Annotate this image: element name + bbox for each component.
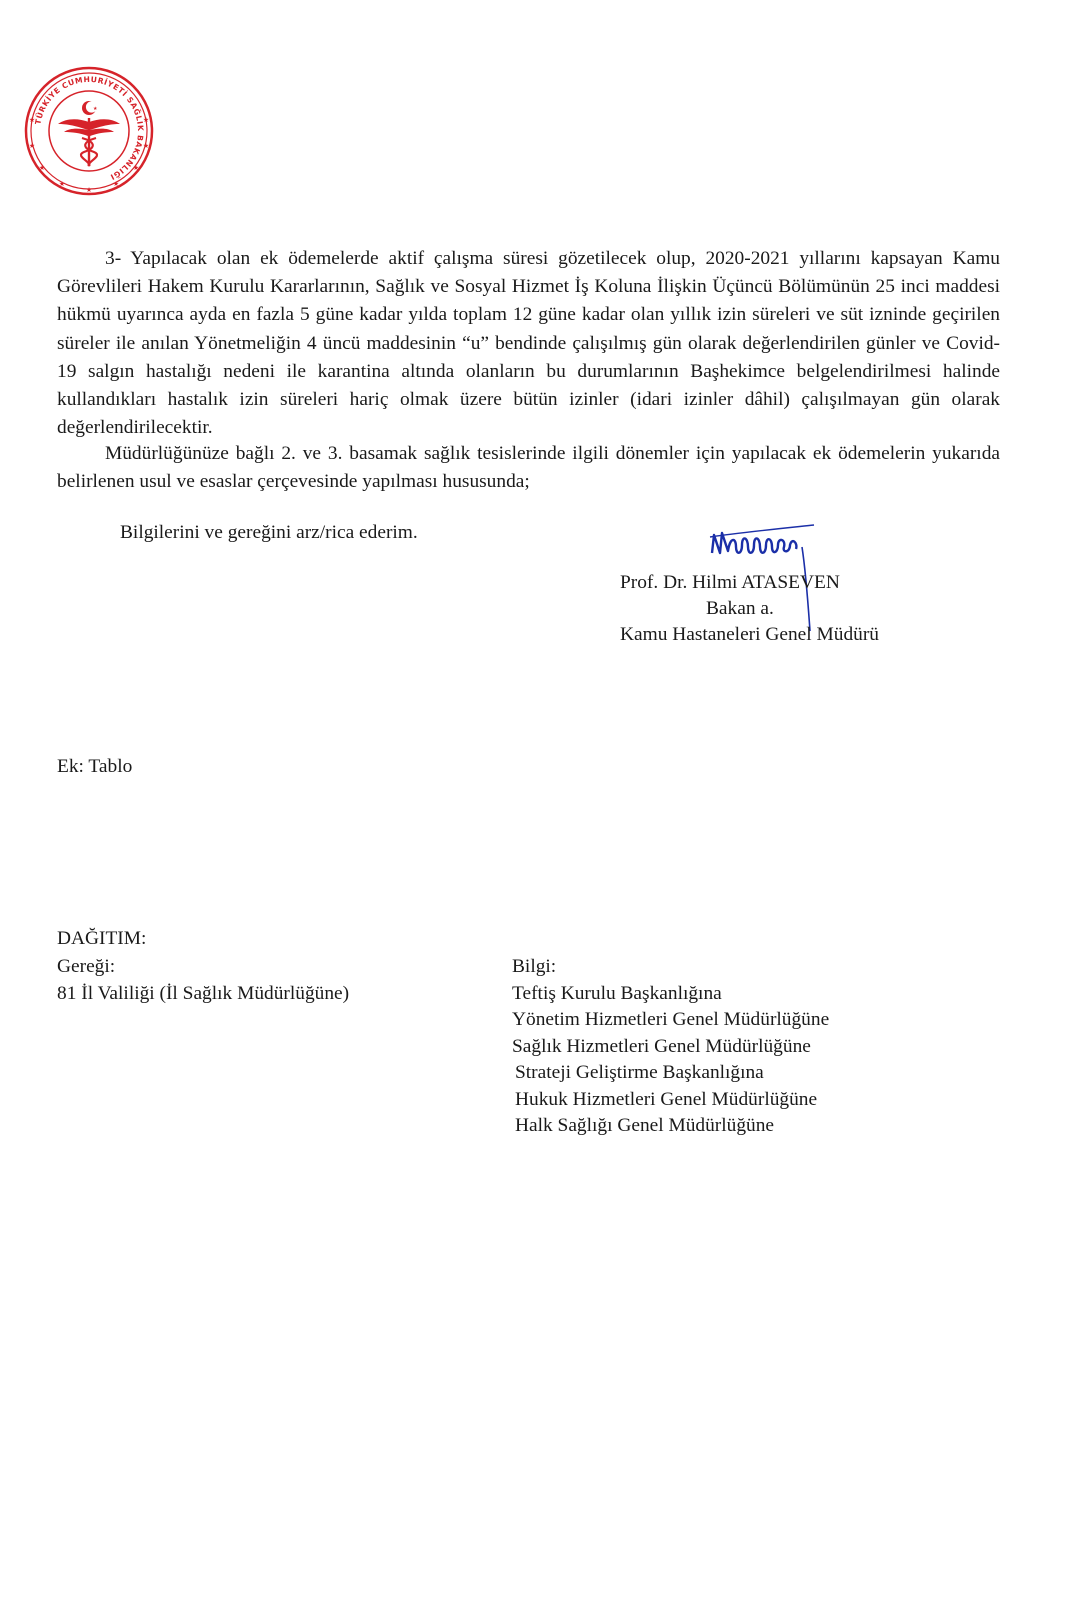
paragraph-request: Müdürlüğünüze bağlı 2. ve 3. basamak sağlık tesislerinde ilgili dönemler için yapılacak ek ödemelerin yukarıda belirlenen usul ve esaslar çerçevesinde yapılması hususunda; (57, 443, 1000, 493)
info-heading: Bilgi: (512, 956, 557, 977)
ministry-logo-icon (22, 66, 156, 196)
svg-text:★: ★ (112, 180, 120, 188)
svg-text:★: ★ (38, 164, 46, 172)
svg-text:★: ★ (85, 186, 93, 194)
distribution-heading: DAĞITIM: (57, 928, 147, 949)
list-item: Teftiş Kurulu Başkanlığına (512, 982, 722, 1004)
logo-ring-text: TÜRKİYE CUMHURİYETİ SAĞLIK BAKANLIĞI (33, 74, 146, 182)
signatory-name: Prof. Dr. Hilmi ATASEVEN (620, 572, 840, 593)
signatory-title-line2: Kamu Hastaneleri Genel Müdürü (620, 624, 879, 645)
svg-text:★: ★ (132, 164, 140, 172)
svg-text:★: ★ (28, 142, 36, 150)
list-item: Halk Sağlığı Genel Müdürlüğüne (515, 1115, 775, 1136)
list-item: Sağlık Hizmetleri Genel Müdürlüğüne (512, 1035, 811, 1057)
closing-line: Bilgilerini ve gereğini arz/rica ederim. (120, 522, 418, 543)
action-heading: Gereği: (57, 956, 116, 977)
distribution-action-list (57, 954, 349, 1007)
list-item: 81 İl Valiliği (İl Sağlık Müdürlüğüne) (57, 982, 350, 1004)
attachment-note: Ek: Tablo (57, 756, 133, 777)
list-item: Hukuk Hizmetleri Genel Müdürlüğüne (515, 1088, 818, 1110)
svg-text:★: ★ (58, 180, 66, 188)
svg-text:★: ★ (28, 116, 36, 124)
list-item: Strateji Geliştirme Başkanlığına (515, 1062, 764, 1083)
svg-text:★: ★ (142, 142, 150, 150)
signatory-title-line1: Bakan a. (706, 598, 774, 619)
paragraph-item-3: 3- Yapılacak olan ek ödemelerde aktif çalışma süresi gözetilecek olup, 2020-2021 yıllarını kapsayan Kamu Görevlileri Hakem Kurulu Kararlarının, Sağlık ve Sosyal Hizmet İş Koluna İlişkin Üçüncü Bölümünün 25 inci maddesi hükmü uyarınca ayda en fazla 5 güne kadar yılda toplam 12 güne kadar olan yıllık izin süreleri ve süt izninde geçirilen süreler ile anılan Yönetmeliğin 4 üncü maddesinin “u” bendinde çalışılmış gün olarak değerlendirilen günler ve Covid-19 salgın hastalığı nedeni ile karantina altında olanların bu durumlarının Başhekimce belgelendirilmesi halinde kullandıkları hastalık izin süreleri hariç olmak üzere bütün izinler (idari izinler dâhil) çalışılmayan gün olarak değerlendirilecektir. (57, 248, 1000, 439)
list-item: Yönetim Hizmetleri Genel Müdürlüğüne (512, 1009, 830, 1030)
svg-text:★: ★ (142, 116, 150, 124)
distribution-info-list (512, 954, 829, 1140)
svg-text:★: ★ (93, 106, 98, 112)
